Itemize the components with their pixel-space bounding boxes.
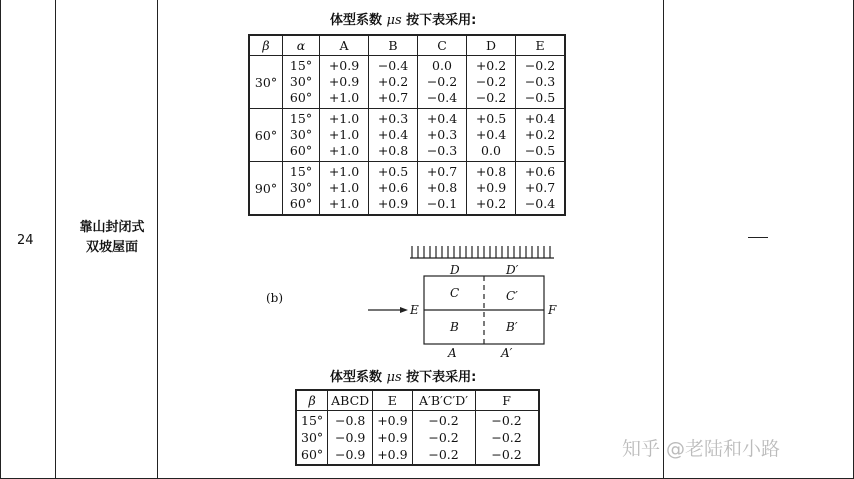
letter-A-prime: A′ [501,346,513,360]
column-divider [663,0,664,479]
terrain-hatch [410,246,554,258]
E-cell: +0.6 +0.7 −0.4 [516,162,566,216]
col-A: A [320,35,369,56]
beta-value: 90° [249,162,283,216]
A-cell: +1.0 +1.0 +1.0 [320,162,369,216]
letter-D-prime: D′ [506,263,519,277]
B-cell: −0.4 +0.2 +0.7 [369,56,418,109]
diagram-label: (b) [266,291,284,305]
col-B: B [369,35,418,56]
table-row [249,56,565,109]
D-cell: +0.2 −0.2 −0.2 [467,56,516,109]
ABCD-cell: −0.8 −0.9 −0.9 [328,411,373,466]
ApBpCpDp-cell: −0.2 −0.2 −0.2 [412,411,475,466]
col-D: D [467,35,516,56]
col-beta: β [249,35,283,56]
letter-A: A [448,346,457,360]
watermark: 知乎 @老陆和小路 [622,438,781,460]
B-cell: +0.5 +0.6 +0.9 [369,162,418,216]
alpha-cell: 15° 30° 60° [283,109,320,162]
shape-coefficient-table-2 [295,389,540,466]
letter-F: F [548,303,557,317]
letter-B-prime: B′ [506,320,518,334]
roof-type-line1: 靠山封闭式 [79,220,145,235]
remark-dash [748,237,768,238]
roof-type-line2: 双坡屋面 [85,240,138,255]
alpha-cell: 15° 30° 60° [283,56,320,109]
col-E: E [516,35,566,56]
letter-E: E [410,303,419,317]
table-header-row [296,390,539,411]
table-header-row [249,35,565,56]
col-ABCD: ABCD [328,390,373,411]
table-row [249,109,565,162]
col-C: C [418,35,467,56]
E-cell: +0.9 +0.9 +0.9 [373,411,412,466]
F-cell: −0.2 −0.2 −0.2 [475,411,539,466]
D-cell: +0.5 +0.4 0.0 [467,109,516,162]
col-beta: β [296,390,328,411]
column-divider [157,0,158,479]
D-cell: +0.8 +0.9 +0.2 [467,162,516,216]
roof-plan-diagram [360,238,570,363]
row-number: 24 [17,233,34,248]
alpha-cell: 15° 30° 60° [283,162,320,216]
table-row [249,162,565,216]
caption-bottom: 体型系数 μs 按下表采用: [330,370,477,385]
letter-C-prime: C′ [506,289,518,303]
C-cell: 0.0 −0.2 −0.4 [418,56,467,109]
roof-type-name [72,218,152,258]
E-cell: −0.2 −0.3 −0.5 [516,56,566,109]
col-ApBpCpDp: A′B′C′D′ [412,390,475,411]
col-F: F [475,390,539,411]
A-cell: +1.0 +1.0 +1.0 [320,109,369,162]
table-row [296,411,539,466]
letter-C: C [450,286,460,300]
beta-cell: 15° 30° 60° [296,411,328,466]
B-cell: +0.3 +0.4 +0.8 [369,109,418,162]
A-cell: +0.9 +0.9 +1.0 [320,56,369,109]
letter-D: D [450,263,460,277]
col-alpha: α [283,35,320,56]
wind-arrow-icon [400,307,408,313]
E-cell: +0.4 +0.2 −0.5 [516,109,566,162]
caption-top: 体型系数 μs 按下表采用: [330,13,477,28]
shape-coefficient-table-1 [248,34,566,216]
col-E: E [373,390,412,411]
beta-value: 60° [249,109,283,162]
C-cell: +0.7 +0.8 −0.1 [418,162,467,216]
letter-B: B [450,320,459,334]
beta-value: 30° [249,56,283,109]
C-cell: +0.4 +0.3 −0.3 [418,109,467,162]
column-divider [55,0,56,479]
